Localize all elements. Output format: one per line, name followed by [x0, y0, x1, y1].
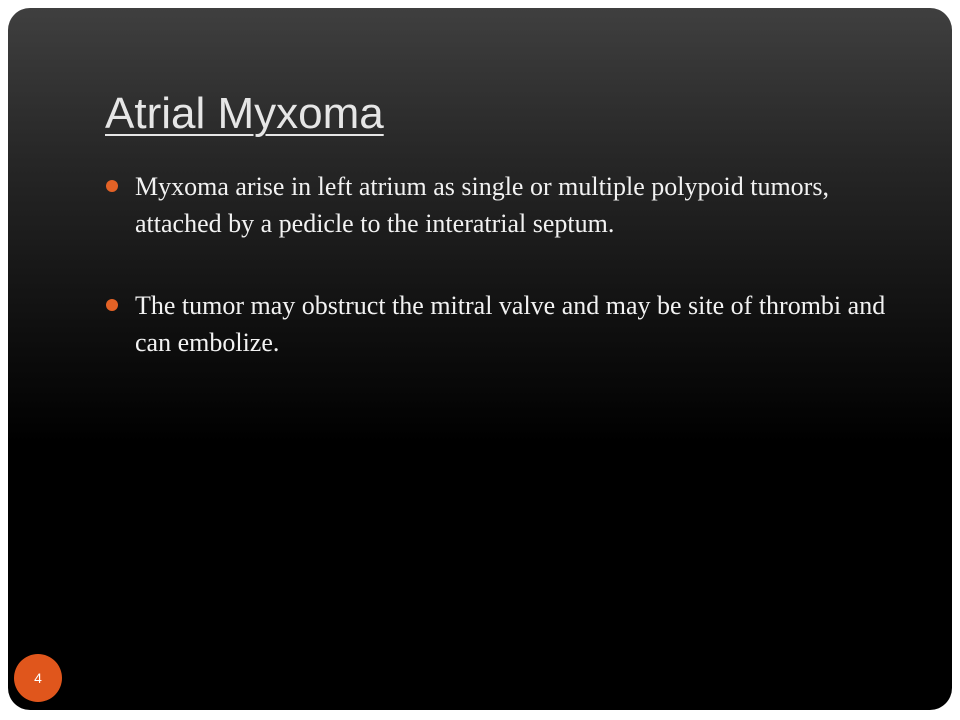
bullet-dot-icon	[106, 180, 118, 192]
bullet-item	[106, 287, 906, 361]
slide	[8, 8, 952, 710]
bullet-item	[106, 168, 906, 242]
bullet-dot-icon	[106, 299, 118, 311]
bullet-text: Myxoma arise in left atrium as single or multiple polypoid tumors, attached by a pedicle to the interatrial septum.	[135, 172, 829, 238]
bullet-list	[106, 168, 906, 406]
page-number-badge: 4	[14, 654, 62, 702]
slide-title: Atrial Myxoma	[105, 89, 384, 138]
bullet-text: The tumor may obstruct the mitral valve and may be site of thrombi and can embolize.	[135, 291, 886, 357]
